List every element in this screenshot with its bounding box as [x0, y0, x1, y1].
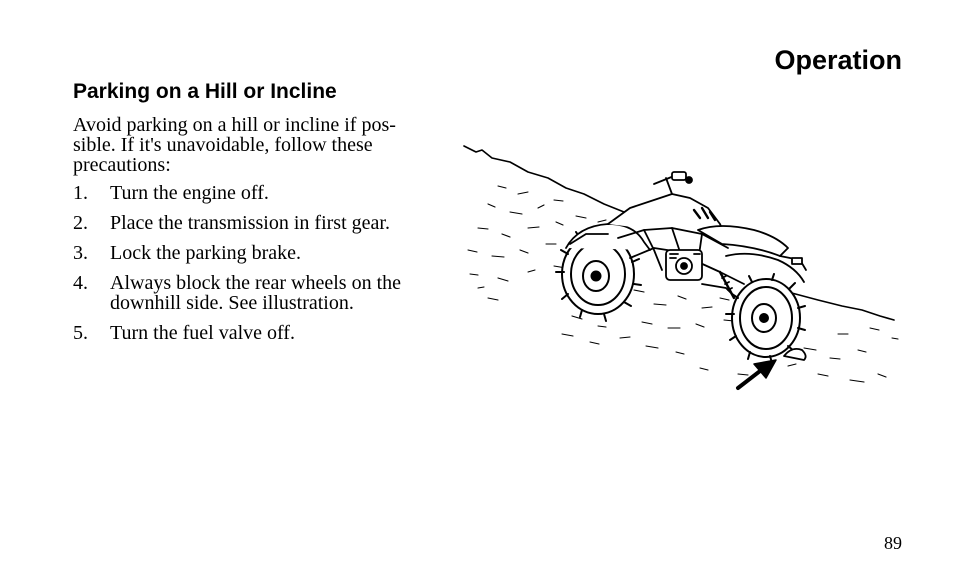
step-number: 4.: [73, 272, 88, 294]
intro-line: precautions:: [73, 154, 171, 176]
section-heading: Parking on a Hill or Incline: [73, 80, 337, 103]
step-number: 2.: [73, 212, 88, 234]
step-item: [73, 323, 443, 343]
step-item: [73, 213, 443, 233]
page-number: 89: [884, 533, 902, 553]
step-text: Place the transmission in first gear.: [110, 212, 390, 234]
step-text-continued: downhill side. See illustration.: [110, 292, 354, 314]
step-text: Lock the parking brake.: [110, 242, 302, 264]
intro-line: sible. If it's unavoidable, follow these: [73, 134, 373, 156]
indicator-arrow-icon: [738, 360, 776, 388]
step-number: 5.: [73, 322, 88, 344]
step-number: 1.: [73, 182, 88, 204]
step-item: [73, 273, 443, 313]
wheel-chock: [784, 349, 806, 360]
step-number: 3.: [73, 242, 88, 264]
intro-paragraph: [73, 115, 437, 175]
steps-list: [73, 183, 443, 343]
step-text: Turn the fuel valve off.: [110, 322, 295, 344]
intro-line: Avoid parking on a hill or incline if pos-: [73, 114, 396, 136]
atv-on-incline-illustration: [458, 138, 902, 420]
step-text: Turn the engine off.: [110, 182, 269, 204]
chapter-title: Operation: [774, 45, 902, 75]
instruction-column: [73, 115, 443, 353]
step-item: [73, 243, 443, 263]
step-item: [73, 183, 443, 203]
step-text: Always block the rear wheels on the: [110, 272, 402, 294]
